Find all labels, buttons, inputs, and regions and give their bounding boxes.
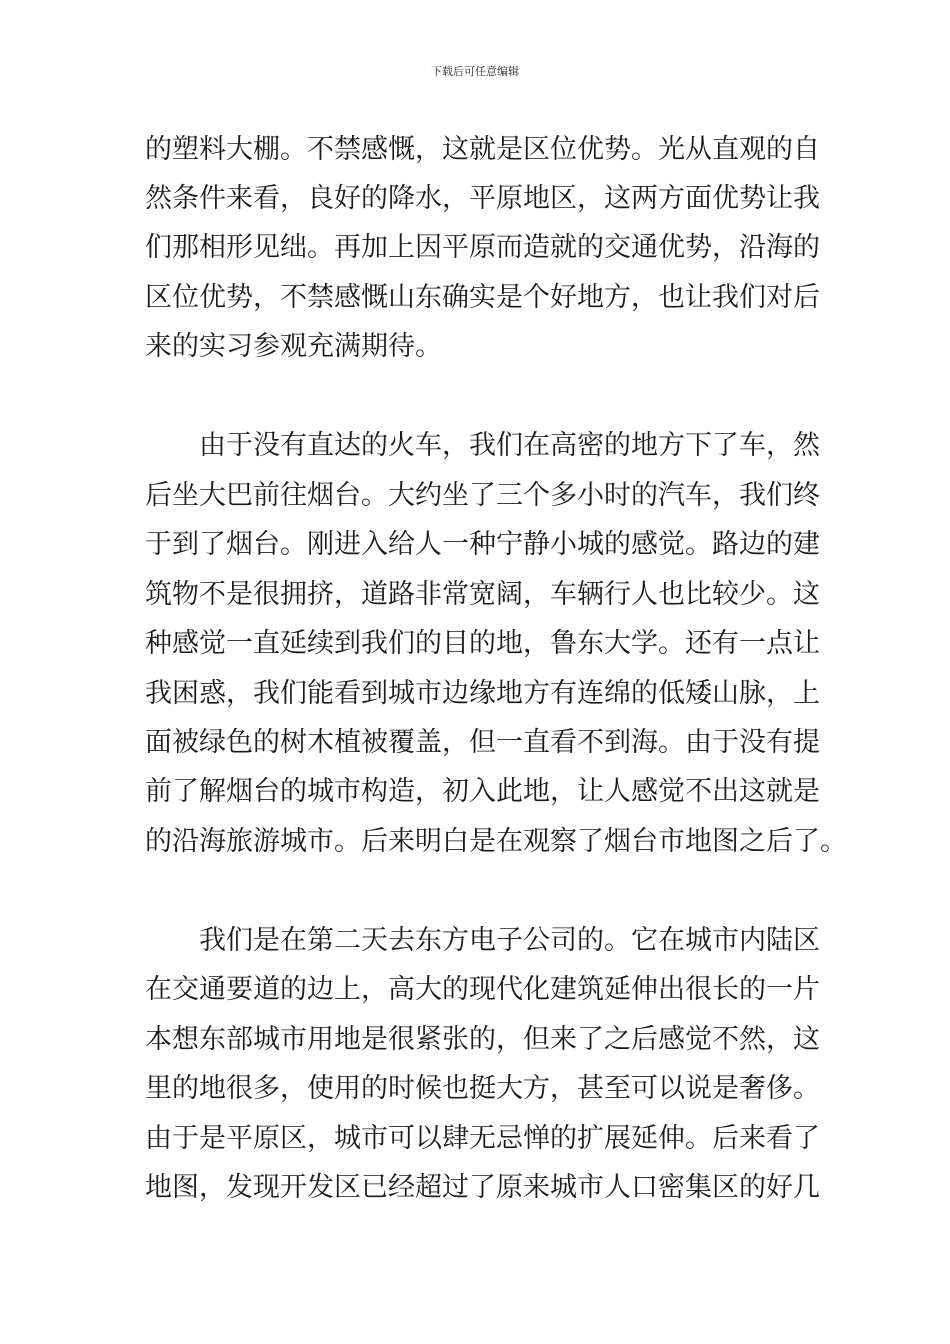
paragraph-3-line-3: 本想东部城市用地是很紧张的，但来了之后感觉不然，这 [145,1024,820,1055]
paragraph-3-line-4: 里的地很多，使用的时候也挺大方，甚至可以说是奢侈。 [145,1073,820,1104]
paragraph-1-line-3: 们那相形见绌。再加上因平原而造就的交通优势，沿海的 [145,232,820,263]
paragraph-1-line-4: 区位优势，不禁感慨山东确实是个好地方，也让我们对后 [145,282,820,313]
paragraph-3-line-5: 由于是平原区，城市可以肆无忌惮的扩展延伸。后来看了 [145,1123,820,1154]
paragraph-2-line-5: 种感觉一直延续到我们的目的地，鲁东大学。还有一点让 [145,628,820,659]
paragraph-1-line-5: 来的实习参观充满期待。 [145,331,442,362]
paragraph-2-line-8: 前了解烟台的城市构造，初入此地，让人感觉不出这就是 [145,776,820,807]
paragraph-2-line-6: 我困惑，我们能看到城市边缘地方有连绵的低矮山脉，上 [145,678,820,709]
paragraph-2-line-4: 筑物不是很拥挤，道路非常宽阔，车辆行人也比较少。这 [145,579,820,610]
paragraph-3-line-1: 我们是在第二天去东方电子公司的。它在城市内陆区 [199,925,820,956]
paragraph-3-line-6: 地图，发现开发区已经超过了原来城市人口密集区的好几 [145,1172,820,1203]
paragraph-2-line-3: 于到了烟台。刚进入给人一种宁静小城的感觉。路边的建 [145,529,820,560]
paragraph-2-line-2: 后坐大巴前往烟台。大约坐了三个多小时的汽车，我们终 [145,480,820,511]
paragraph-1-line-1: 的塑料大棚。不禁感慨，这就是区位优势。光从直观的自 [145,134,820,165]
paragraph-2-line-7: 面被绿色的树木植被覆盖，但一直看不到海。由于没有提 [145,727,820,758]
paragraph-2-line-1: 由于没有直达的火车，我们在高密的地方下了车，然 [199,430,820,461]
page-header: 下载后可任意编辑 [431,65,519,78]
paragraph-3-line-2: 在交通要道的边上，高大的现代化建筑延伸出很长的一片 [145,974,820,1005]
paragraph-1-line-2: 然条件来看，良好的降水，平原地区，这两方面优势让我 [145,183,820,214]
paragraph-2-line-9: 的沿海旅游城市。后来明白是在观察了烟台市地图之后了。 [145,826,847,857]
